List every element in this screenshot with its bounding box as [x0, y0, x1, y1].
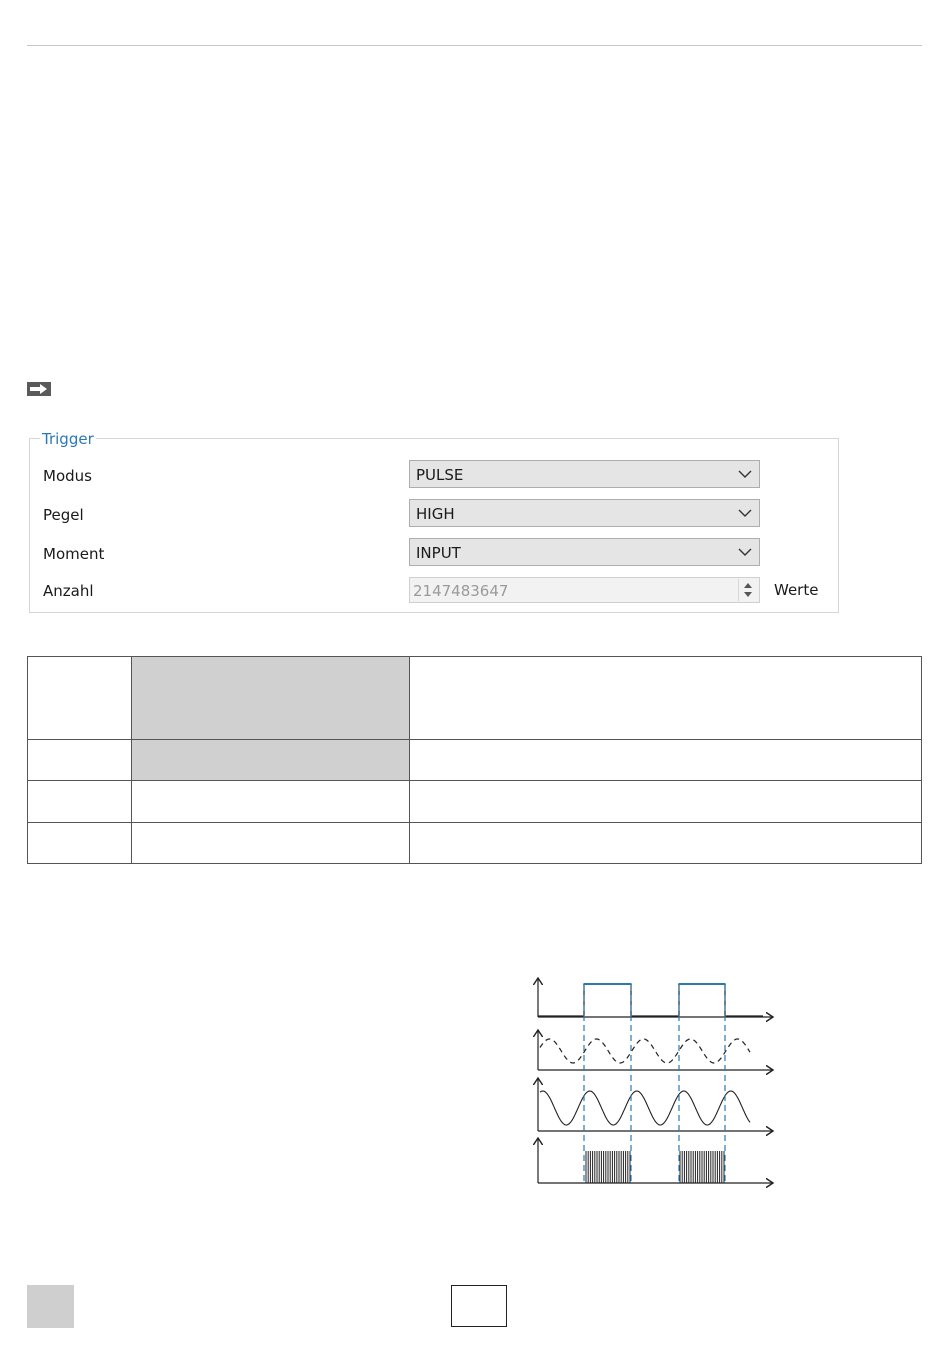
modus-label: Modus	[43, 467, 92, 485]
table-border	[921, 656, 922, 864]
chevron-down-icon	[737, 506, 753, 520]
trigger-timing-diagram	[528, 975, 778, 1190]
pegel-value: HIGH	[416, 505, 455, 523]
anzahl-label: Anzahl	[43, 582, 94, 600]
anzahl-spinbox[interactable]	[409, 577, 760, 603]
chevron-down-icon	[737, 467, 753, 481]
table-border	[27, 739, 922, 740]
pegel-label: Pegel	[43, 506, 84, 524]
anzahl-unit: Werte	[774, 581, 819, 599]
arrow-right-icon	[27, 382, 51, 396]
table-cell	[131, 781, 409, 823]
modus-value: PULSE	[416, 466, 464, 484]
chevron-down-icon	[737, 545, 753, 559]
trigger-pulse-signal	[538, 984, 763, 1016]
table-border	[27, 656, 28, 864]
page-number-box	[451, 1285, 507, 1327]
spin-arrows-icon[interactable]	[738, 579, 757, 601]
page-tab-marker	[27, 1285, 74, 1328]
table-border	[27, 656, 922, 657]
captured-samples	[586, 1151, 724, 1183]
modus-dropdown[interactable]	[409, 460, 760, 488]
header-rule	[27, 45, 922, 46]
table-border	[27, 780, 922, 781]
moment-value: INPUT	[416, 544, 461, 562]
trigger-group-title: Trigger	[42, 430, 94, 448]
table-border	[131, 656, 132, 864]
anzahl-value: 2147483647	[413, 582, 509, 600]
pegel-dropdown[interactable]	[409, 499, 760, 527]
moment-label: Moment	[43, 545, 105, 563]
measured-signal	[540, 1091, 750, 1125]
description-table	[27, 656, 922, 864]
moment-dropdown[interactable]	[409, 538, 760, 566]
table-border	[27, 863, 922, 864]
table-border	[27, 822, 922, 823]
table-cell-shaded	[131, 656, 409, 781]
table-border	[409, 656, 410, 864]
measured-signal-dashed	[540, 1039, 750, 1063]
